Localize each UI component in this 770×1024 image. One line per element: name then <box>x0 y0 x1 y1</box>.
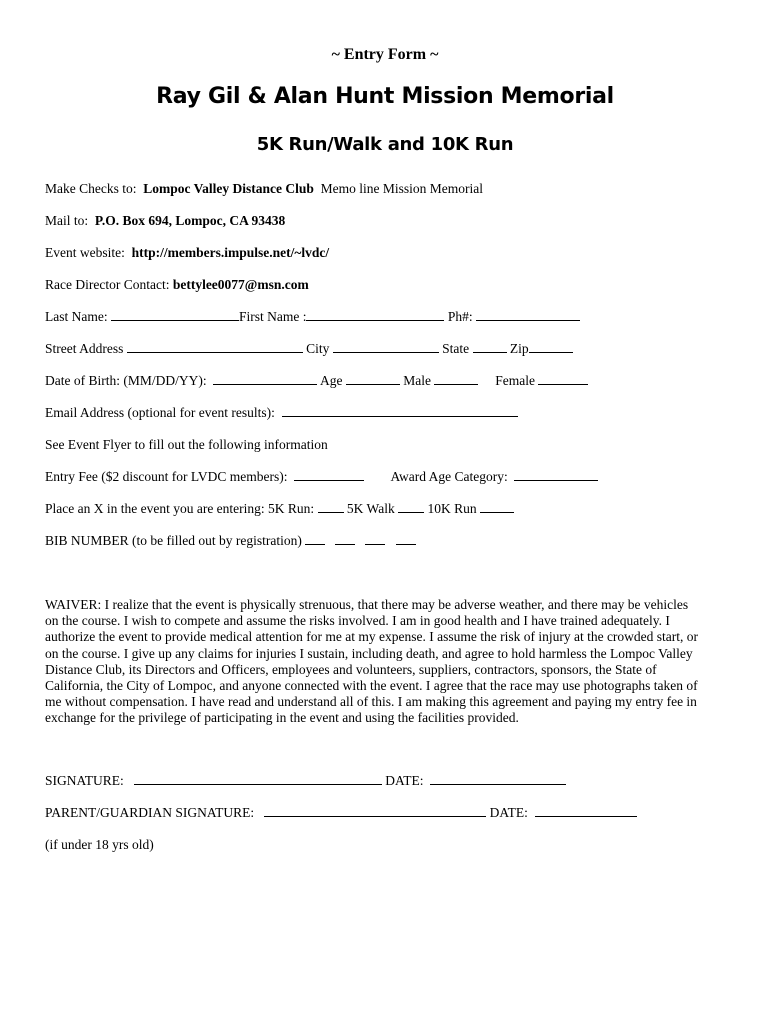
waiver-line: California, the City of Lompoc, and anyone connected with the event. I agree that the race may use photographs taken of <box>45 678 698 694</box>
run-10k-label: 10K Run <box>427 501 477 516</box>
last-name-field[interactable] <box>111 309 239 321</box>
dob-label: Date of Birth: (MM/DD/YY): <box>45 373 207 388</box>
male-label: Male <box>403 373 431 388</box>
parent-signature-line <box>45 805 637 821</box>
mail-address: P.O. Box 694, Lompoc, CA 93438 <box>94 213 286 228</box>
waiver-line: WAIVER: I realize that the event is physically strenuous, that there may be adverse weather, and there may be vehicles <box>45 597 689 612</box>
male-field[interactable] <box>434 373 478 385</box>
bib-digit-3 <box>365 533 385 545</box>
state-label: State <box>442 341 470 356</box>
zip-field[interactable] <box>529 341 573 353</box>
first-name-label: First Name : <box>238 309 307 324</box>
event-subtitle: 5K Run/Walk and 10K Run <box>256 134 514 155</box>
walk-5k-label: 5K Walk <box>346 501 395 516</box>
last-name-label: Last Name: <box>45 309 108 324</box>
waiver-line: Distance Club, its Directors and Officers, employees and volunteers, suppliers, contractors, sponsors, the State of <box>45 661 657 677</box>
website-line <box>45 245 329 261</box>
checks-label: Make Checks to: <box>45 181 137 196</box>
checks-payee: Lompoc Valley Distance Club <box>143 181 314 196</box>
email-label: Email Address (optional for event results): <box>45 405 275 420</box>
parent-signature-field[interactable] <box>264 805 486 817</box>
email-field[interactable] <box>282 405 518 417</box>
mail-to-line <box>45 213 285 229</box>
contact-line <box>45 277 309 293</box>
address-line <box>45 341 573 357</box>
run-5k-field[interactable] <box>318 501 344 513</box>
under-18-note: (if under 18 yrs old) <box>45 837 154 852</box>
female-field[interactable] <box>538 373 588 385</box>
city-field[interactable] <box>333 341 439 353</box>
state-field[interactable] <box>473 341 507 353</box>
waiver-line: authorize the event to provide medical attention for me at my expense. I assume the risk of injury at the crowded start, or <box>45 629 699 645</box>
event-choice-line <box>45 501 514 517</box>
waiver-line: on the course. I wish to compete and assume the risks involved. I am in good health and I have trained adequately. I <box>45 613 670 629</box>
event-x-label: Place an X in the event you are entering: 5K Run: <box>45 501 315 516</box>
award-age-label: Award Age Category: <box>390 469 508 484</box>
waiver-line: on the course. I give up any claims for injuries I sustain, including death, and agree to hold harmless the Lompoc Valley <box>45 645 693 661</box>
age-label: Age <box>320 373 343 388</box>
first-name-field[interactable] <box>306 309 444 321</box>
make-checks-line <box>45 181 483 197</box>
city-label: City <box>306 341 330 356</box>
signature-label: SIGNATURE: <box>45 773 124 788</box>
entry-fee-field[interactable] <box>294 469 364 481</box>
street-label: Street Address <box>45 341 124 356</box>
signature-line <box>45 773 566 789</box>
mail-label: Mail to: <box>45 213 89 228</box>
street-field[interactable] <box>127 341 303 353</box>
phone-label: Ph#: <box>447 309 473 324</box>
award-age-field[interactable] <box>514 469 598 481</box>
bib-digit-1 <box>305 533 325 545</box>
phone-field[interactable] <box>476 309 580 321</box>
date-label: DATE: <box>385 773 424 788</box>
website-label: Event website: <box>45 245 125 260</box>
run-10k-field[interactable] <box>480 501 514 513</box>
age-field[interactable] <box>346 373 400 385</box>
date-field[interactable] <box>430 773 566 785</box>
zip-label: Zip <box>509 341 529 356</box>
bib-label: BIB NUMBER (to be filled out by registration) <box>45 533 302 548</box>
form-title: ~ Entry Form ~ <box>331 46 439 63</box>
parent-date-label: DATE: <box>489 805 528 820</box>
dob-field[interactable] <box>213 373 317 385</box>
entry-fee-label: Entry Fee ($2 discount for LVDC members): <box>45 469 288 484</box>
name-line <box>45 309 580 325</box>
event-name: Ray Gil & Alan Hunt Mission Memorial <box>156 84 614 109</box>
parent-signature-label: PARENT/GUARDIAN SIGNATURE: <box>45 805 255 820</box>
bib-digit-2 <box>335 533 355 545</box>
see-flyer-line: See Event Flyer to fill out the following information <box>45 437 328 452</box>
website-url[interactable]: http://members.impulse.net/~lvdc/ <box>131 245 330 260</box>
contact-label: Race Director Contact: <box>45 277 170 292</box>
memo-text: Memo line Mission Memorial <box>320 181 484 196</box>
parent-date-field[interactable] <box>535 805 637 817</box>
waiver-line: me without compensation. I have read and understand all of this. I am making this agreement and paying my entry fee in <box>45 694 697 710</box>
signature-field[interactable] <box>134 773 382 785</box>
dob-line <box>45 373 588 389</box>
female-label: Female <box>495 373 535 388</box>
bib-digit-4 <box>396 533 416 545</box>
contact-email[interactable]: bettylee0077@msn.com <box>172 277 309 292</box>
waiver-text <box>45 597 725 727</box>
bib-line <box>45 533 416 549</box>
entry-fee-line <box>45 469 598 485</box>
email-line <box>45 405 518 421</box>
waiver-line: exchange for the privilege of participating in the event and using the facilities provided. <box>45 710 519 726</box>
walk-5k-field[interactable] <box>398 501 424 513</box>
